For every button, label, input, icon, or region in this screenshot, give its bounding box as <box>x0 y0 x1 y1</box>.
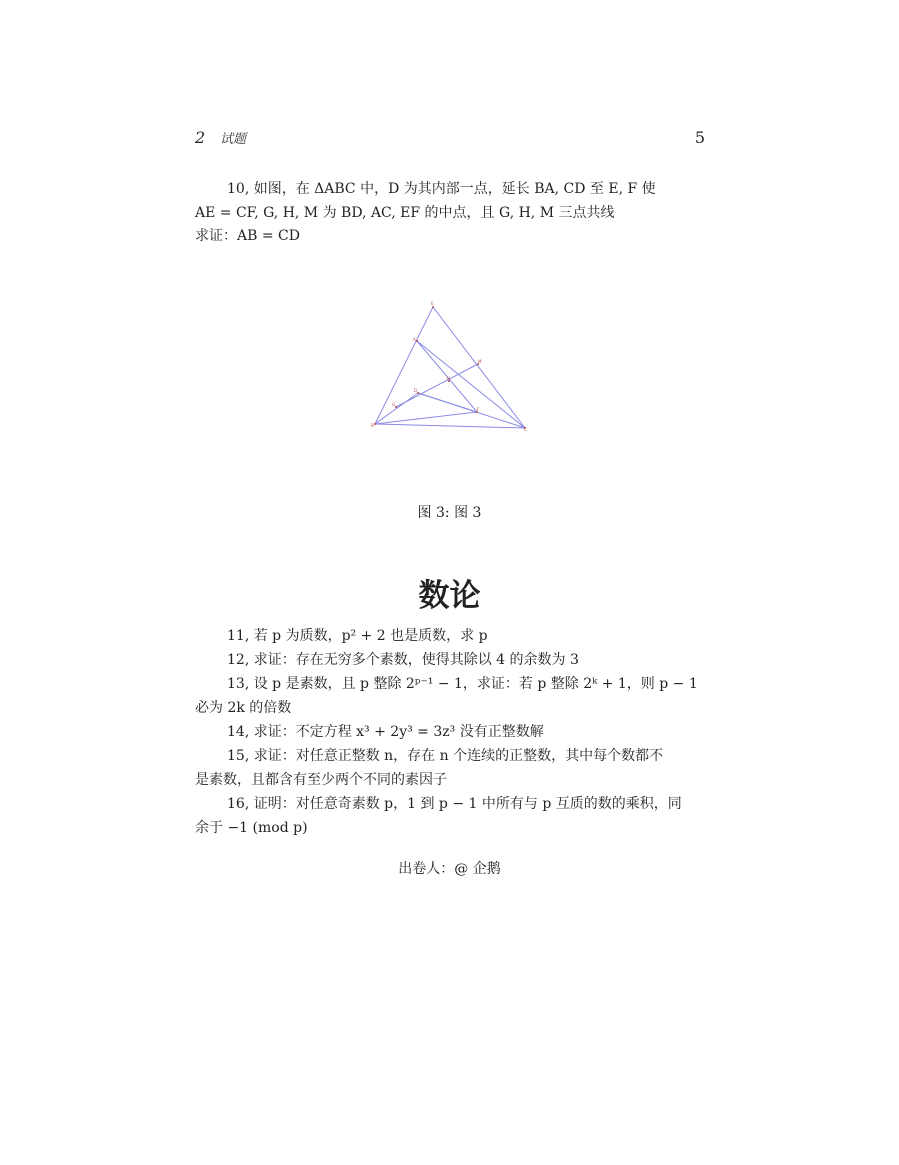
problem-16-text-1: 16, 证明：对任意奇素数 p，1 到 p − 1 中所有与 p 互质的数的乘积，同 <box>227 796 682 812</box>
svg-text:A: A <box>413 337 416 342</box>
problem-15-text-1: 15, 求证：对任意正整数 n，存在 n 个连续的正整数，其中每个数都不 <box>227 748 664 764</box>
author-credit: 出卷人：@ 企鹅 <box>398 861 501 877</box>
figure-caption: 图 3: 图 3 <box>417 505 482 521</box>
chapter-heading <box>195 128 246 147</box>
problem-15-line-2 <box>195 769 707 793</box>
svg-text:M: M <box>478 359 482 364</box>
running-header <box>195 128 705 150</box>
svg-text:F: F <box>477 407 480 412</box>
problem-10-text-3: 求证：AB = CD <box>195 228 300 244</box>
geometry-figure <box>360 295 540 440</box>
problem-13-line-2 <box>195 697 707 721</box>
problem-13-text-2: 必为 2k 的倍数 <box>195 699 292 716</box>
problem-14 <box>195 721 707 745</box>
svg-text:D: D <box>414 388 418 393</box>
problem-12-text: 12, 求证：存在无穷多个素数，使得其除以 4 的余数为 3 <box>227 652 579 668</box>
svg-text:H: H <box>447 376 451 381</box>
problem-13 <box>195 673 707 720</box>
problem-15-text-2: 是素数，且都含有至少两个不同的素因子 <box>195 771 447 788</box>
problem-13-line-1 <box>195 673 707 697</box>
chapter-number: 2 <box>195 128 206 147</box>
problem-16-text-2: 余于 −1 (mod p) <box>195 819 308 836</box>
figure-lines <box>375 307 525 428</box>
svg-text:C: C <box>524 427 527 432</box>
problem-15 <box>195 745 707 792</box>
svg-text:B: B <box>371 423 374 428</box>
svg-text:E: E <box>431 301 434 306</box>
problem-11 <box>195 625 707 649</box>
problem-15-line-1 <box>195 745 707 769</box>
problem-16 <box>195 793 707 840</box>
problem-10 <box>195 178 707 249</box>
problem-10-line-3 <box>195 225 707 249</box>
problem-16-line-1 <box>195 793 707 817</box>
problem-12 <box>195 649 707 673</box>
section-title: 数论 <box>418 578 481 614</box>
problem-10-text-1: 10, 如图，在 ΔABC 中，D 为其内部一点，延长 BA, CD 至 E, F 使 <box>227 181 656 197</box>
problem-11-text: 11, 若 p 为质数，p² + 2 也是质数，求 p <box>227 628 488 644</box>
problem-10-text-2: AE = CF, G, H, M 为 BD, AC, EF 的中点，且 G, H, M 三点共线 <box>195 204 615 221</box>
problem-13-text-1: 13, 设 p 是素数，且 p 整除 2ᵖ⁻¹ − 1，求证：若 p 整除 2ᵏ + 1，则 p − 1 <box>227 676 698 692</box>
chapter-title: 试题 <box>219 132 246 147</box>
problem-10-line-2 <box>195 202 707 226</box>
problem-10-line-1 <box>195 178 707 202</box>
problem-16-line-2 <box>195 817 707 841</box>
svg-text:G: G <box>392 402 396 407</box>
page-number: 5 <box>694 128 705 147</box>
problem-14-text: 14, 求证：不定方程 x³ + 2y³ = 3z³ 没有正整数解 <box>227 724 544 740</box>
